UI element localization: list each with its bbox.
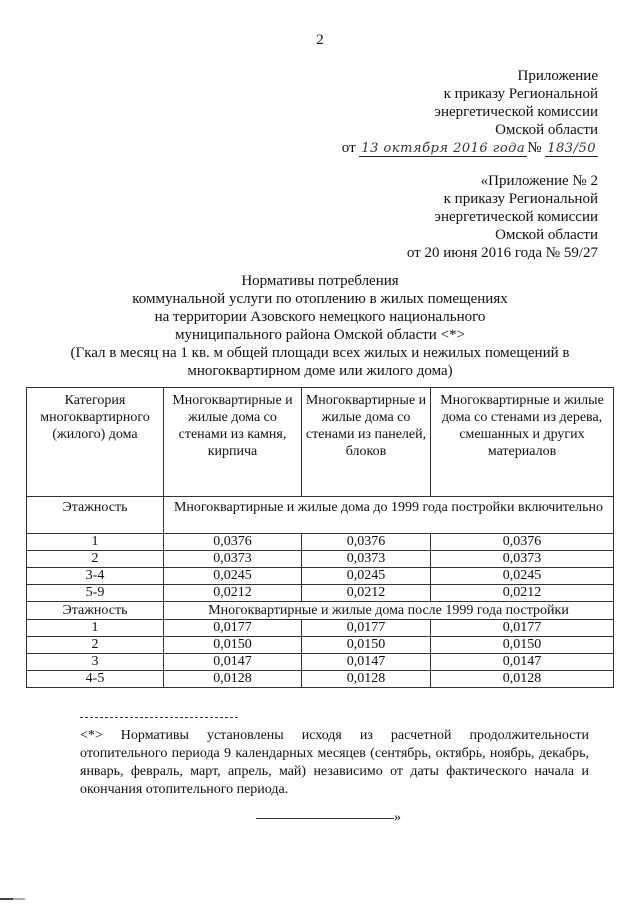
section-label: Этажность	[27, 602, 164, 620]
table-row	[27, 620, 614, 637]
floors-cell: 2	[27, 637, 164, 654]
floors-cell: 3	[27, 654, 164, 671]
appendix-line: Омской области	[495, 122, 598, 138]
value-cell: 0,0245	[302, 568, 431, 585]
appendix-line: к приказу Региональной	[443, 86, 598, 102]
value-cell: 0,0212	[302, 585, 431, 602]
floors-cell: 1	[27, 534, 164, 551]
appendix-line: Омской области	[495, 227, 598, 243]
header-category: Категория многоквартирного (жилого) дома	[27, 388, 164, 497]
value-cell: 0,0147	[302, 654, 431, 671]
value-cell: 0,0128	[164, 671, 302, 688]
header-wood-mixed: Многоквартирные и жилые дома со стенами из дерева, смешанных и других материалов	[431, 388, 614, 497]
section-row	[27, 602, 614, 620]
header-stone-brick: Многоквартирные и жилые дома со стенами из камня, кирпича	[164, 388, 302, 497]
footnote-separator	[80, 717, 238, 718]
footnote-text: <*> Нормативы установлены исходя из расчетной продолжительности отопительного периода 9 календарных месяцев (сентябрь, октябрь, ноябрь, декабрь, январь, февраль, март, апрель, май) независимо от даты фактического начала и окончания отопительного периода.	[80, 728, 589, 797]
floors-cell: 4-5	[27, 671, 164, 688]
handwritten-date: 13 октября 2016 года	[361, 141, 526, 156]
floors-cell: 5-9	[27, 585, 164, 602]
appendix-line: Приложение	[517, 68, 598, 84]
closing-line	[256, 818, 394, 819]
document-title	[30, 272, 610, 380]
date-prefix: от	[341, 140, 356, 156]
title-line: муниципального района Омской области <*>	[174, 327, 466, 343]
value-cell: 0,0245	[164, 568, 302, 585]
table-row	[27, 551, 614, 568]
value-cell: 0,0373	[164, 551, 302, 568]
appendix-line: энергетической комиссии	[434, 104, 598, 120]
appendix-current-header	[342, 67, 598, 158]
floors-cell: 1	[27, 620, 164, 637]
floors-cell: 3-4	[27, 568, 164, 585]
value-cell: 0,0150	[164, 637, 302, 654]
value-cell: 0,0212	[431, 585, 614, 602]
value-cell: 0,0212	[164, 585, 302, 602]
section-label: Этажность	[27, 497, 164, 534]
value-cell: 0,0150	[302, 637, 431, 654]
value-cell: 0,0147	[431, 654, 614, 671]
section-row	[27, 497, 614, 534]
section-title: Многоквартирные и жилые дома до 1999 года постройки включительно	[164, 497, 614, 534]
title-line: (Гкал в месяц на 1 кв. м общей площади всех жилых и нежилых помещений в	[70, 345, 570, 361]
appendix-line: «Приложение № 2	[480, 173, 598, 189]
value-cell: 0,0147	[164, 654, 302, 671]
page-number: 2	[316, 32, 324, 48]
appendix-line: энергетической комиссии	[434, 209, 598, 225]
value-cell: 0,0373	[431, 551, 614, 568]
table-row	[27, 654, 614, 671]
title-line: коммунальной услуги по отоплению в жилых помещениях	[132, 291, 508, 307]
value-cell: 0,0376	[302, 534, 431, 551]
table-row	[27, 534, 614, 551]
value-cell: 0,0177	[431, 620, 614, 637]
header-panel-block: Многоквартирные и жилые дома со стенами из панелей, блоков	[302, 388, 431, 497]
table-row	[27, 671, 614, 688]
order-date-number-line	[342, 139, 598, 158]
value-cell: 0,0376	[164, 534, 302, 551]
table-row	[27, 568, 614, 585]
floors-cell: 2	[27, 551, 164, 568]
section-title: Многоквартирные и жилые дома после 1999 года постройки	[164, 602, 614, 620]
value-cell: 0,0177	[164, 620, 302, 637]
scan-edge-mark	[0, 898, 25, 900]
table-row	[27, 637, 614, 654]
value-cell: 0,0373	[302, 551, 431, 568]
closing-quote: »	[394, 810, 401, 825]
closing-mark	[256, 810, 401, 826]
value-cell: 0,0245	[431, 568, 614, 585]
value-cell: 0,0128	[302, 671, 431, 688]
value-cell: 0,0177	[302, 620, 431, 637]
value-cell: 0,0128	[431, 671, 614, 688]
table-header-row	[27, 388, 614, 497]
table-row	[27, 585, 614, 602]
value-cell: 0,0376	[431, 534, 614, 551]
handwritten-number: 183/50	[547, 141, 596, 156]
norms-table	[26, 387, 614, 688]
value-cell: 0,0150	[431, 637, 614, 654]
title-line: на территории Азовского немецкого национального	[154, 309, 486, 325]
appendix-line: к приказу Региональной	[443, 191, 598, 207]
title-line: Нормативы потребления	[241, 273, 399, 289]
appendix-line: от 20 июня 2016 года № 59/27	[406, 245, 598, 261]
number-prefix: №	[527, 140, 542, 156]
appendix-original-header	[407, 172, 598, 262]
title-line: многоквартирном доме или жилого дома)	[187, 363, 453, 379]
